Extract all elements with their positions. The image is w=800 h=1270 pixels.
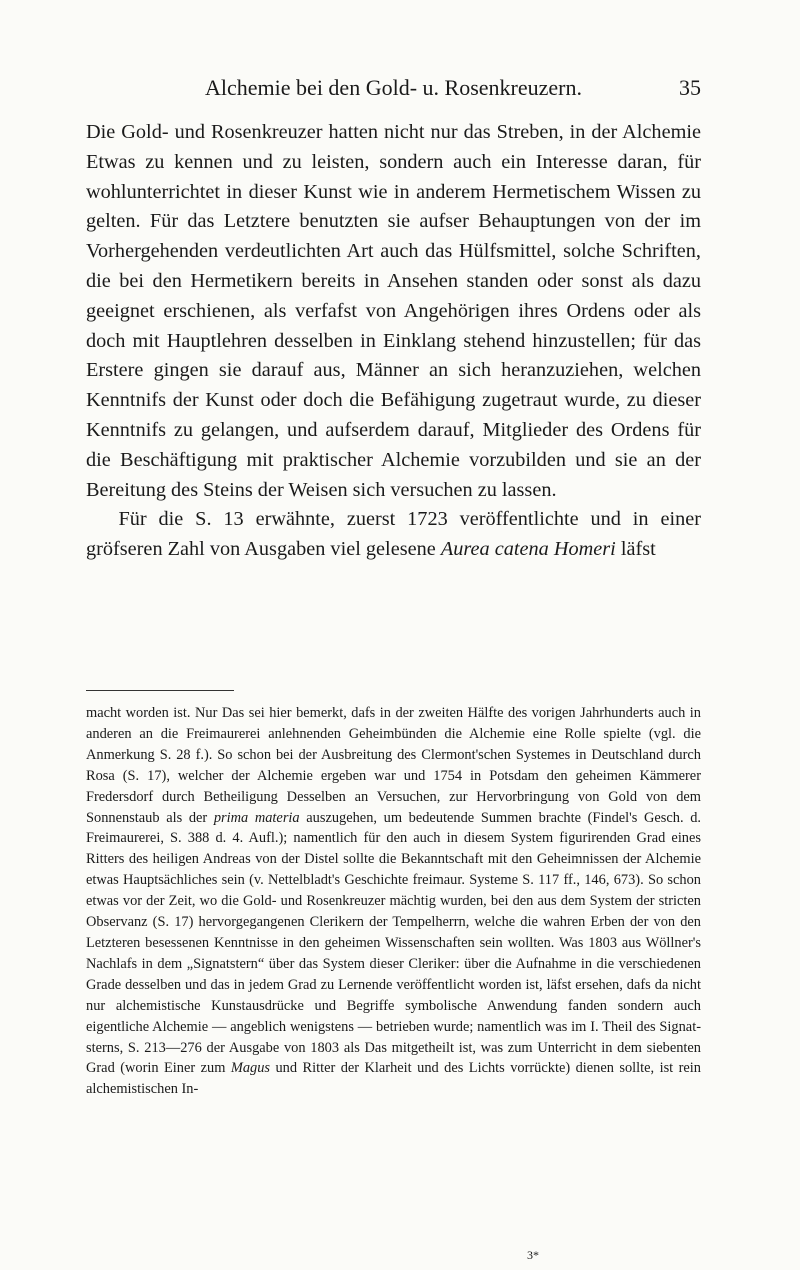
page-number: 35 — [679, 75, 701, 100]
footnote — [86, 703, 701, 1100]
page-header — [86, 75, 701, 105]
paragraph-2-end: läfst — [615, 538, 656, 561]
paragraph-1: Die Gold- und Rosenkreuzer hatten nicht nur das Streben, in der Alchemie Etwas zu kennen und zu leisten, sondern auch ein Interesse daran, für wohlunterrichtet in dieser Kunst wie in anderem Hermetischem Wissen zu gelten. Für das Letztere benutzten sie aufser Behauptungen von der im Vorhergehenden verdeutlichten Art auch das Hülfsmittel, solche Schriften, die bei den Hermetikern bereits in Ansehen standen oder sonst als dazu geeignet erschienen, als verfafst von Angehörigen ihres Ordens oder als doch mit Hauptlehren desselben in Einklang stehend hinzustellen; für das Erstere gingen sie darauf aus, Männer an sich heranzuziehen, welchen Kenntnifs der Kunst oder doch die Befähigung zugetraut wurde, zu dieser Kenntnifs zu gelangen, und aufserdem darauf, Mitglieder des Ordens für die Beschäftigung mit praktischer Alchemie vorzubilden und sie an der Bereitung des Steins der Weisen sich versuchen zu lassen. — [86, 121, 701, 501]
paragraph-2 — [86, 505, 701, 565]
footnote-paragraph — [86, 703, 701, 1100]
book-title: Aurea catena Homeri — [440, 538, 616, 561]
running-head: Alchemie bei den Gold- u. Rosenkreuzern. — [205, 75, 582, 100]
footnote-part-3: und Ritter der Klarheit und des Lichts vorrückte) dienen sollte, ist rein alchemistischen In- — [86, 1060, 701, 1098]
footnote-rule — [86, 690, 234, 691]
signature-mark: 3* — [527, 1248, 539, 1262]
footnote-italic-1: prima materia — [213, 809, 300, 826]
footnote-part-1: macht worden ist. Nur Das sei hier bemerkt, dafs in der zweiten Hälfte des vorigen Jahrhunderts auch in anderen an die Freimaurerei anlehnenden Geheimbünden die Alchemie eine Rolle spielte (vgl. die Anmerkung S. 28 f.). So schon bei der Ausbreitung des Clermont'schen Systemes in Deutschland durch Rosa (S. 17), welcher der Alchemie ergeben war und 1754 in Potsdam den geheimen Kämmerer Fredersdorf durch Betheiligung Desselben an Versuchen, zur Hervorbringung von Gold von dem Sonnenstaub als der — [86, 705, 701, 826]
paragraph-2-start: Für die S. 13 erwähnte, zuerst 1723 veröffentlichte und in einer gröfseren Zahl von Ausgaben viel gelesene — [86, 508, 701, 561]
main-text — [86, 118, 701, 565]
footnote-part-2: auszugehen, um bedeutende Summen brachte (Findel's Gesch. d. Freimaurerei, S. 388 d. 4. Aufl.); namentlich für den auch in diesem System figurirenden Grad eines Ritters des heiligen Andreas von der Distel sollte die Bekanntschaft mit den Geheimnissen der Alchemie etwas Hauptsächliches sein (v. Nettelbladt's Geschichte freimaur. Systeme S. 117 ff., 146, 673). So schon etwas vor der Zeit, wo die Gold- und Rosenkreuzer mächtig wurden, bei den aus dem System der stricten Observanz (S. 17) hervorgegangenen Clerikern der Tempelherrn, welche die wahren Erben der von den Letzteren besessenen Kenntnisse in den geheimen Wissenschaften sein wollten. Was 1803 aus Wöllner's Nachlafs in dem „Signatstern“ über das System dieser Cleriker: über die Aufnahme in die verschiedenen Grade desselben und das in jedem Grad zu Lernende veröffentlicht worden ist, läfst ersehen, dafs da nicht nur alchemistische Kunstausdrücke und Begriffe symbolische Anwendung fanden sondern auch eigentliche Alchemie — angeblich wenigstens — betrieben wurde; namentlich was im I. Theil des Signatsterns, S. 213—276 der Ausgabe von 1803 als Das mitgetheilt ist, was zum Unterricht in dem siebenten Grad (worin Einer zum — [86, 809, 702, 1077]
footnote-italic-2: Magus — [230, 1060, 271, 1077]
